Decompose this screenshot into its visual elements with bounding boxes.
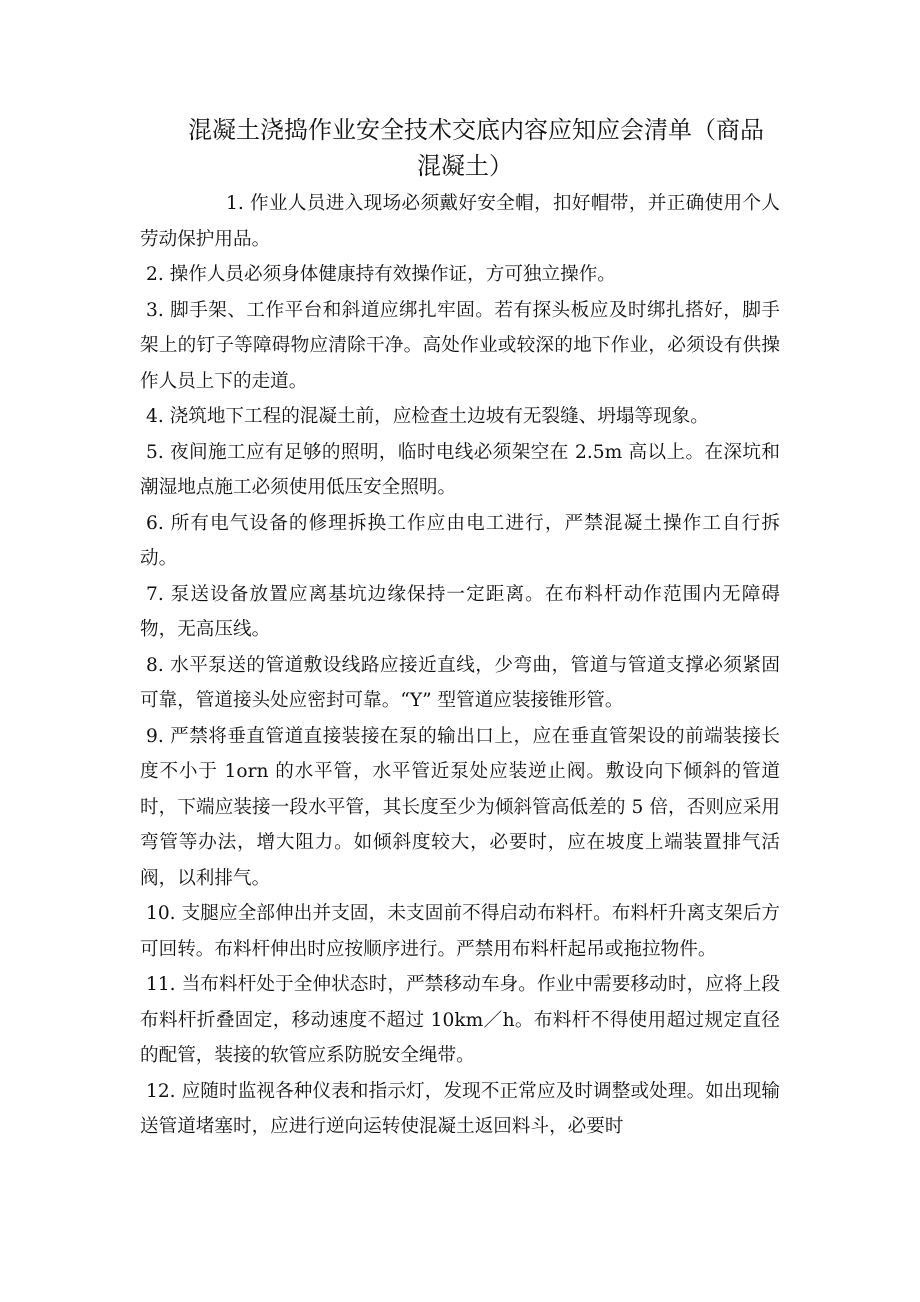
- title-line-1: 混凝土浇捣作业安全技术交底内容应知应会清单（商品: [188, 116, 764, 144]
- paragraph-item-8: 8. 水平泵送的管道敷设线路应接近直线，少弯曲，管道与管道支撑必须紧固可靠，管道接头处应密封可靠。“Y” 型管道应装接锥形管。: [140, 654, 780, 711]
- paragraph-item-2: 2. 操作人员必须身体健康持有效操作证，方可独立操作。: [146, 264, 616, 285]
- paragraph-item-9: 9. 严禁将垂直管道直接装接在泵的输出口上，应在垂直管架设的前端装接长度不小于 1orn 的水平管，水平管近泵处应装逆止阀。敷设向下倾斜的管道时，下端应装接一段水平管，其长度至少为倾斜管高低差的 5 倍，否则应采用弯管等办法，增大阻力。如倾斜度较大，必要时，应在坡度上端装置排气活阀，以利排气。: [140, 725, 780, 889]
- paragraph-item-1: 1. 作业人员进入现场必须戴好安全帽，扣好帽带，并正确使用个人劳动保护用品。: [140, 193, 780, 250]
- document-title: [140, 112, 830, 184]
- document-body: [140, 186, 780, 1145]
- paragraph-item-11: 11. 当布料杆处于全伸状态时，严禁移动车身。作业中需要移动时，应将上段布料杆折叠固定，移动速度不超过 10km／h。布料杆不得使用超过规定直径的配管，装接的软管应系防脱安全绳带。: [140, 974, 780, 1066]
- paragraph-item-4: 4. 浇筑地下工程的混凝土前，应检查土边坡有无裂缝、坍塌等现象。: [146, 406, 709, 427]
- title-line-2: 混凝土）: [417, 152, 513, 180]
- paragraph-item-12: 12. 应随时监视各种仪表和指示灯，发现不正常应及时调整或处理。如出现输送管道堵塞时，应进行逆向运转使混凝土返回料斗，必要时: [140, 1080, 780, 1137]
- paragraph-item-7: 7. 泵送设备放置应离基坑边缘保持一定距离。在布料杆动作范围内无障碍物，无高压线。: [140, 583, 780, 640]
- paragraph-item-3: 3. 脚手架、工作平台和斜道应绑扎牢固。若有探头板应及时绑扎搭好，脚手架上的钉子等障碍物应清除干净。高处作业或较深的地下作业，必须设有供操作人员上下的走道。: [140, 299, 780, 392]
- paragraph-item-5: 5. 夜间施工应有足够的照明，临时电线必须架空在 2.5m 高以上。在深坑和潮湿地点施工必须使用低压安全照明。: [140, 441, 780, 498]
- paragraph-item-10: 10. 支腿应全部伸出并支固，未支固前不得启动布料杆。布料杆升离支架后方可回转。布料杆伸出时应按顺序进行。严禁用布料杆起吊或拖拉物件。: [140, 903, 780, 960]
- paragraph-item-6: 6. 所有电气设备的修理拆换工作应由电工进行，严禁混凝土操作工自行拆动。: [140, 512, 780, 569]
